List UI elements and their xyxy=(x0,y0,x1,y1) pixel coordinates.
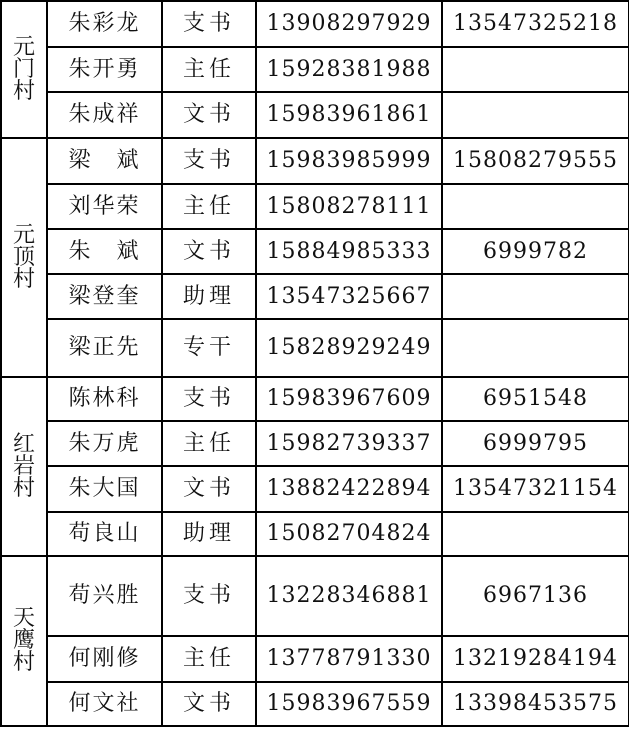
phone-number: 13882422894 xyxy=(256,466,442,512)
official-name: 陈林科 xyxy=(47,377,162,421)
table-row xyxy=(1,138,629,184)
phone-number: 15808278111 xyxy=(256,184,442,229)
official-name: 梁 斌 xyxy=(47,138,162,184)
official-name: 朱彩龙 xyxy=(47,1,162,47)
alt-phone-number: 13398453575 xyxy=(442,682,629,726)
village-name-char: 村 xyxy=(12,650,35,675)
phone-number: 15884985333 xyxy=(256,229,442,274)
alt-phone-number: 13547321154 xyxy=(442,466,629,512)
official-role: 主任 xyxy=(162,184,256,229)
official-role: 支书 xyxy=(162,377,256,421)
phone-number: 13908297929 xyxy=(256,1,442,47)
table-row xyxy=(1,184,629,229)
official-role: 主任 xyxy=(162,47,256,92)
village-name-cell xyxy=(1,377,47,556)
village-name-char: 元 xyxy=(12,222,35,248)
phone-number: 15928381988 xyxy=(256,47,442,92)
phone-number: 13228346881 xyxy=(256,556,442,636)
phone-number: 15828929249 xyxy=(256,319,442,377)
official-name: 何刚修 xyxy=(47,636,162,682)
table-row xyxy=(1,319,629,377)
official-name: 苟良山 xyxy=(47,512,162,556)
alt-phone-number: 6999782 xyxy=(442,229,629,274)
phone-number: 15983967559 xyxy=(256,682,442,726)
official-name: 刘华荣 xyxy=(47,184,162,229)
table-row xyxy=(1,556,629,636)
official-role: 主任 xyxy=(162,636,256,682)
official-name: 苟兴胜 xyxy=(47,556,162,636)
official-role: 助理 xyxy=(162,512,256,556)
official-name: 朱开勇 xyxy=(47,47,162,92)
alt-phone-number: 13547325218 xyxy=(442,1,629,47)
alt-phone-number xyxy=(442,92,629,138)
village-name-char: 元 xyxy=(12,34,35,60)
village-name-char: 村 xyxy=(12,78,35,104)
official-role: 支书 xyxy=(162,1,256,47)
official-name: 朱万虎 xyxy=(47,421,162,466)
table-row xyxy=(1,47,629,92)
phone-number: 15982739337 xyxy=(256,421,442,466)
official-name: 梁正先 xyxy=(47,319,162,377)
official-name: 朱 斌 xyxy=(47,229,162,274)
village-name-cell xyxy=(1,556,47,726)
phone-number: 13547325667 xyxy=(256,274,442,319)
table-row xyxy=(1,466,629,512)
village-name-char: 鹰 xyxy=(12,628,35,653)
alt-phone-number: 13219284194 xyxy=(442,636,629,682)
alt-phone-number: 6967136 xyxy=(442,556,629,636)
village-name-char: 红 xyxy=(12,431,35,457)
village-name-char: 岩 xyxy=(12,453,35,479)
table-row xyxy=(1,636,629,682)
official-name: 何文社 xyxy=(47,682,162,726)
phone-number: 13778791330 xyxy=(256,636,442,682)
table-row xyxy=(1,377,629,421)
table-row xyxy=(1,92,629,138)
alt-phone-number: 6999795 xyxy=(442,421,629,466)
alt-phone-number: 6951548 xyxy=(442,377,629,421)
alt-phone-number xyxy=(442,184,629,229)
phone-number: 15983967609 xyxy=(256,377,442,421)
official-role: 文书 xyxy=(162,466,256,512)
alt-phone-number xyxy=(442,319,629,377)
table-row xyxy=(1,682,629,726)
table-row xyxy=(1,1,629,47)
village-name-char: 村 xyxy=(12,475,35,501)
village-name-char: 顶 xyxy=(12,244,35,270)
official-role: 主任 xyxy=(162,421,256,466)
phone-number: 15082704824 xyxy=(256,512,442,556)
official-name: 朱成祥 xyxy=(47,92,162,138)
village-name-cell xyxy=(1,1,47,138)
official-role: 文书 xyxy=(162,682,256,726)
village-name-char: 天 xyxy=(12,606,35,631)
table-row xyxy=(1,512,629,556)
table-row xyxy=(1,274,629,319)
village-name-char: 村 xyxy=(12,266,35,292)
official-role: 支书 xyxy=(162,556,256,636)
alt-phone-number: 15808279555 xyxy=(442,138,629,184)
table-row xyxy=(1,421,629,466)
table-row xyxy=(1,229,629,274)
official-role: 文书 xyxy=(162,92,256,138)
village-name-char: 门 xyxy=(12,56,35,82)
alt-phone-number xyxy=(442,512,629,556)
official-role: 文书 xyxy=(162,229,256,274)
official-role: 支书 xyxy=(162,138,256,184)
village-name-cell xyxy=(1,138,47,377)
official-name: 朱大国 xyxy=(47,466,162,512)
official-role: 专干 xyxy=(162,319,256,377)
official-name: 梁登奎 xyxy=(47,274,162,319)
official-role: 助理 xyxy=(162,274,256,319)
alt-phone-number xyxy=(442,274,629,319)
phone-number: 15983985999 xyxy=(256,138,442,184)
phone-number: 15983961861 xyxy=(256,92,442,138)
alt-phone-number xyxy=(442,47,629,92)
